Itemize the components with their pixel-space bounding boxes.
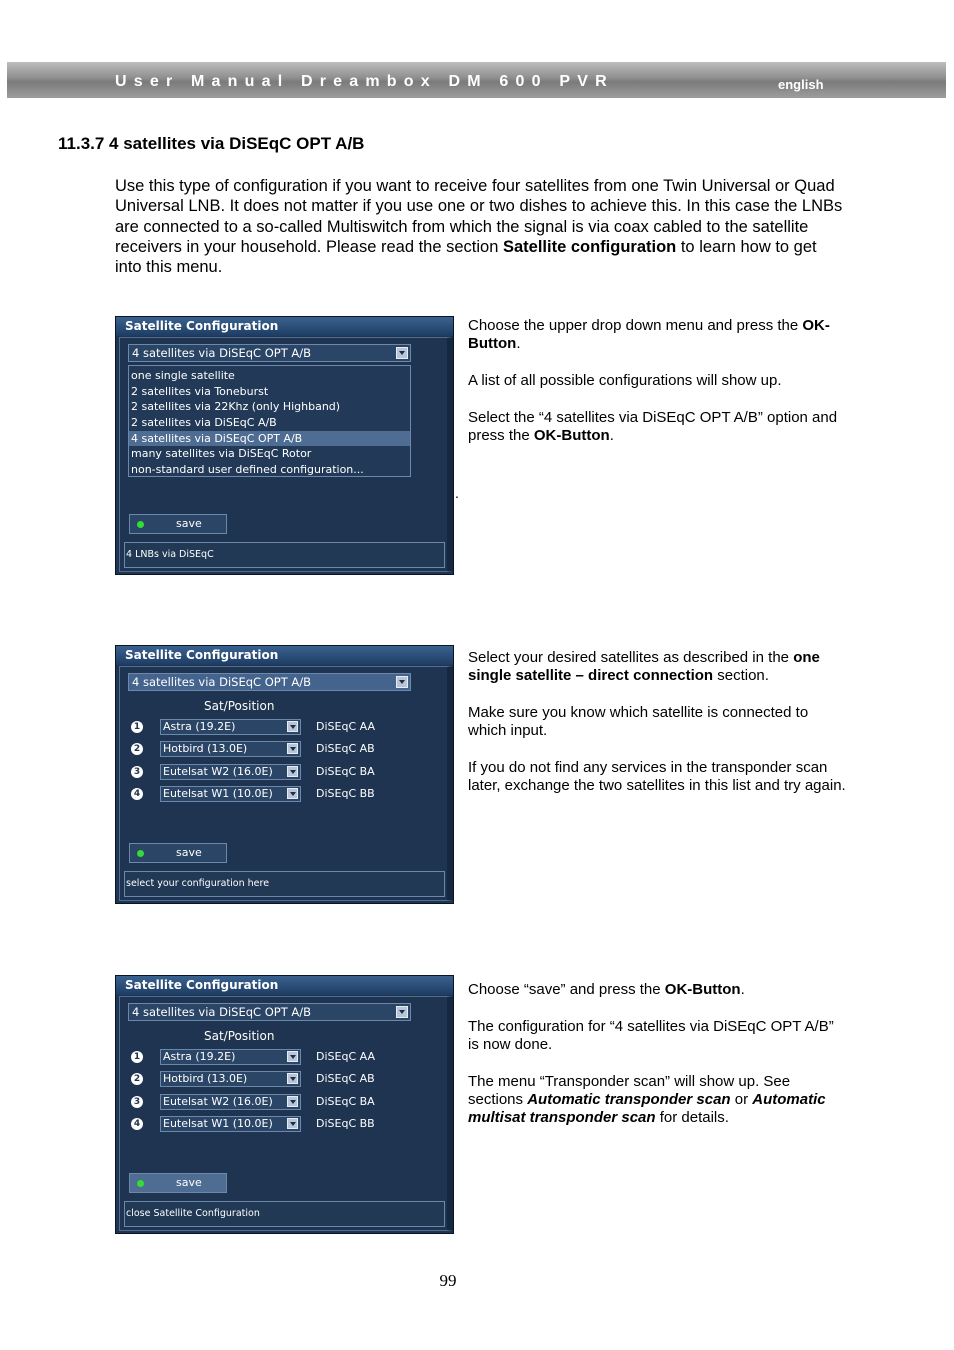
sat-row-4 — [131, 1116, 431, 1133]
satellite-select[interactable] — [160, 1049, 301, 1065]
config-options-list — [128, 365, 411, 477]
list-item[interactable]: 2 satellites via Toneburst — [131, 384, 269, 398]
chevron-down-icon — [287, 1073, 298, 1084]
status-bar: select your configuration here — [124, 871, 445, 897]
screen-title: Satellite Configuration — [116, 976, 453, 995]
screenshot-1 — [115, 316, 454, 575]
screen-title: Satellite Configuration — [116, 317, 453, 336]
side-text-2 — [468, 649, 848, 814]
dropdown-value: 4 satellites via DiSEqC OPT A/B — [132, 346, 312, 360]
satellite-select[interactable] — [160, 764, 301, 780]
side-text-3 — [468, 981, 848, 1146]
diseqc-label: DiSEqC BA — [316, 1095, 375, 1108]
text: for details. — [655, 1109, 729, 1127]
diseqc-label: DiSEqC AB — [316, 742, 375, 755]
list-item-selected[interactable]: 4 satellites via DiSEqC OPT A/B — [129, 431, 410, 447]
sat-row-2 — [131, 1071, 431, 1088]
diseqc-label: DiSEqC BB — [316, 1117, 375, 1130]
satellite-value: Eutelsat W2 (16.0E) — [163, 765, 273, 778]
sat-position-heading: Sat/Position — [204, 1029, 275, 1043]
header-title: User Manual Dreambox DM 600 PVR — [115, 73, 614, 90]
intro-paragraph — [115, 176, 845, 277]
satellite-select[interactable] — [160, 741, 301, 757]
page-number: 99 — [439, 1271, 457, 1290]
satellite-select[interactable] — [160, 1071, 301, 1087]
bold-text: OK-Button — [664, 981, 741, 998]
chevron-down-icon — [287, 788, 298, 799]
save-label: save — [176, 1176, 202, 1189]
green-dot-icon — [137, 850, 144, 857]
satellite-value: Eutelsat W2 (16.0E) — [163, 1095, 273, 1108]
instruction — [468, 317, 848, 353]
chevron-down-icon — [396, 347, 408, 359]
sat-row-1 — [131, 1049, 431, 1066]
diseqc-label: DiSEqC BA — [316, 765, 375, 778]
intro-text-end: to learn how to get into this menu. — [115, 237, 817, 277]
bold-italic-text: Automatic multisat transponder scan — [468, 1090, 826, 1127]
diseqc-label: DiSEqC AA — [316, 1050, 375, 1063]
satellite-value: Eutelsat W1 (10.0E) — [163, 1117, 273, 1130]
intro-bold: Satellite configuration — [502, 237, 677, 256]
list-item[interactable]: one single satellite — [131, 369, 235, 382]
satellite-value: Astra (19.2E) — [163, 1050, 236, 1063]
bold-text: OK-Button — [468, 317, 830, 353]
green-dot-icon — [137, 521, 144, 528]
number-badge: 3 — [131, 1096, 143, 1108]
screenshot-3 — [115, 975, 454, 1234]
sat-row-4 — [131, 786, 431, 803]
satellite-value: Astra (19.2E) — [163, 720, 236, 733]
text: section. — [713, 667, 769, 685]
screen-frame — [119, 666, 453, 901]
config-dropdown[interactable] — [128, 673, 411, 691]
chevron-down-icon — [287, 1096, 298, 1107]
instruction — [468, 1073, 848, 1128]
diseqc-label: DiSEqC AB — [316, 1072, 375, 1085]
stray-dot: . — [455, 485, 459, 501]
instruction: A list of all possible configurations will show up. — [468, 371, 782, 389]
chevron-down-icon — [396, 676, 408, 688]
screen-title: Satellite Configuration — [116, 646, 453, 665]
chevron-down-icon — [287, 721, 298, 732]
save-button[interactable] — [129, 1173, 227, 1193]
sat-row-1 — [131, 719, 431, 736]
dropdown-value: 4 satellites via DiSEqC OPT A/B — [132, 1005, 312, 1019]
satellite-value: Hotbird (13.0E) — [163, 1072, 248, 1085]
text: Choose “save” and press the — [468, 981, 665, 998]
diseqc-label: DiSEqC AA — [316, 720, 375, 733]
save-label: save — [176, 517, 202, 530]
text: Select the “4 satellites via DiSEqC OPT A/B” option and press the — [468, 408, 838, 444]
list-item[interactable]: many satellites via DiSEqC Rotor — [131, 447, 312, 461]
header-language: english — [778, 77, 824, 92]
screen-frame — [119, 996, 453, 1231]
number-badge: 4 — [131, 1118, 143, 1130]
save-label: save — [176, 846, 202, 859]
text: . — [516, 335, 521, 353]
instruction: The configuration for “4 satellites via DiSEqC OPT A/B” is now done. — [468, 1017, 834, 1053]
bold-italic-text: Automatic transponder scan — [527, 1090, 731, 1108]
satellite-select[interactable] — [160, 786, 301, 802]
list-item[interactable]: non-standard user defined configuration... — [131, 463, 364, 477]
instruction — [468, 409, 848, 445]
save-button[interactable] — [129, 514, 227, 534]
dropdown-value: 4 satellites via DiSEqC OPT A/B — [132, 675, 312, 689]
chevron-down-icon — [287, 1051, 298, 1062]
text: Choose the upper drop down menu and press the — [468, 317, 803, 334]
green-dot-icon — [137, 1180, 144, 1187]
config-dropdown[interactable] — [128, 1003, 411, 1021]
save-button[interactable] — [129, 843, 227, 863]
text: or — [730, 1090, 753, 1108]
number-badge: 1 — [131, 721, 143, 733]
satellite-value: Hotbird (13.0E) — [163, 742, 248, 755]
satellite-select[interactable] — [160, 1116, 301, 1132]
screenshot-2 — [115, 645, 454, 904]
instruction: If you do not find any services in the transponder scan later, exchange the two satellites in this list and try again. — [468, 758, 846, 795]
instruction — [468, 981, 848, 999]
satellite-select[interactable] — [160, 719, 301, 735]
number-badge: 4 — [131, 788, 143, 800]
list-item[interactable]: 2 satellites via 22Khz (only Highband) — [131, 400, 341, 414]
header-bar — [7, 62, 946, 98]
number-badge: 2 — [131, 1073, 143, 1085]
satellite-select[interactable] — [160, 1094, 301, 1110]
sat-position-heading: Sat/Position — [204, 699, 275, 713]
config-dropdown[interactable] — [128, 344, 411, 362]
intro-text: Use this type of configuration if you want to receive four satellites from one Twin Universal or Quad Universal LNB. It does not matter if you use one or two dishes to achieve this. In this case the LNBs are connected to a so-called Multiswitch from which the signal is via coax cabled to the satellite receivers in your household. Please read the section — [115, 177, 843, 256]
sat-row-3 — [131, 764, 431, 781]
bold-text: OK-Button — [533, 426, 610, 444]
instruction: Make sure you know which satellite is connected to which input. — [468, 703, 809, 740]
text: . — [740, 981, 745, 998]
sat-row-2 — [131, 741, 431, 758]
satellite-value: Eutelsat W1 (10.0E) — [163, 787, 273, 800]
section-title: 11.3.7 4 satellites via DiSEqC OPT A/B — [58, 134, 365, 153]
chevron-down-icon — [287, 1118, 298, 1129]
side-text-1 — [468, 317, 848, 464]
chevron-down-icon — [287, 743, 298, 754]
instruction — [468, 649, 848, 685]
text: Select your desired satellites as described in the — [468, 649, 794, 666]
chevron-down-icon — [287, 766, 298, 777]
text: . — [609, 426, 614, 444]
status-bar: close Satellite Configuration — [124, 1201, 445, 1227]
number-badge: 2 — [131, 743, 143, 755]
diseqc-label: DiSEqC BB — [316, 787, 375, 800]
number-badge: 3 — [131, 766, 143, 778]
chevron-down-icon — [396, 1006, 408, 1018]
status-bar: 4 LNBs via DiSEqC — [124, 542, 445, 568]
bold-text: one single satellite – direct connection — [468, 649, 820, 685]
list-item[interactable]: 2 satellites via DiSEqC A/B — [131, 416, 277, 430]
number-badge: 1 — [131, 1051, 143, 1063]
sat-row-3 — [131, 1094, 431, 1111]
text: The menu “Transponder scan” will show up. See sections — [468, 1072, 791, 1108]
